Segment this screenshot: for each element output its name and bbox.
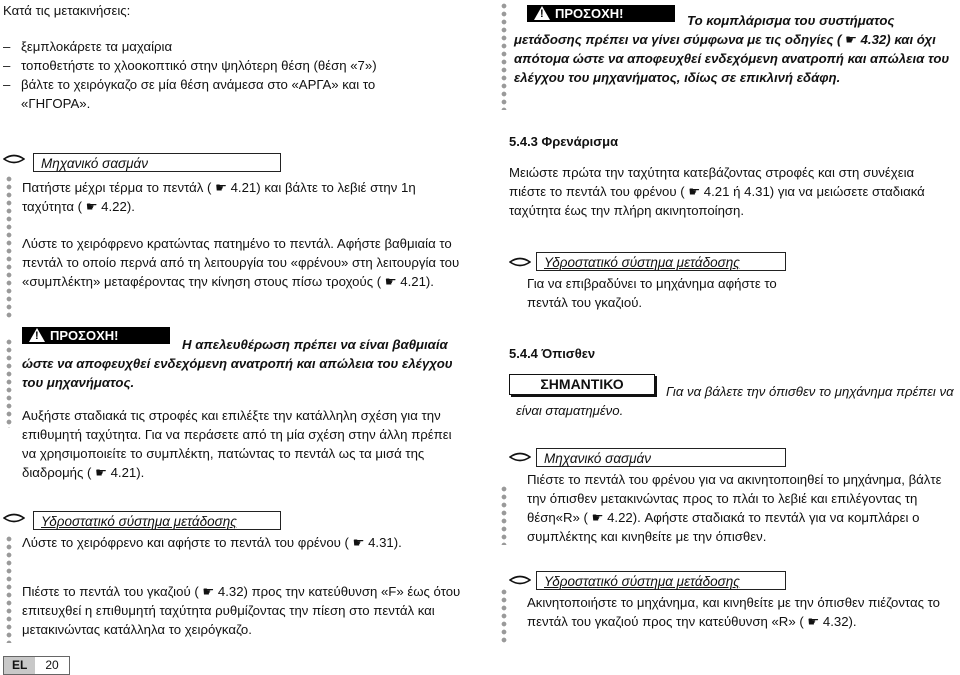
margin-dots <box>6 175 12 320</box>
hydrostatic-header <box>33 511 281 530</box>
hydrostatic-header <box>536 252 786 271</box>
section-5-4-3-title: 5.4.3 Φρενάρισμα <box>509 134 619 149</box>
important-text: Για να βάλετε την όπισθεν το μηχάνημα πρέπει να είναι σταματημένο. <box>516 384 954 418</box>
header-label: Μηχανικό σασμάν <box>544 451 651 466</box>
header-label: Υδροστατικό σύστημα μετάδοσης <box>41 514 237 529</box>
warning-badge: ! ΠΡΟΣΟΧΗ! <box>527 5 675 22</box>
mechanical-gearbox-header <box>33 153 281 172</box>
margin-dots <box>6 535 12 643</box>
margin-dots <box>501 485 507 545</box>
mech-paragraph-1: Πατήστε μέχρι τέρμα το πεντάλ ( ☛ 4.21) και βάλτε το λεβιέ στην 1η ταχύτητα ( ☛ 4.22). <box>22 180 416 214</box>
reverse-hydro-paragraph: Ακινητοποιήστε το μηχάνημα, και κινηθείτε με την όπισθεν πιέζοντας το πεντάλ του γκαζιού προς την κατεύθυνση «R» ( ☛ 4.32). <box>527 595 940 629</box>
reverse-mech-paragraph: Πιέστε το πεντάλ του φρένου για να ακινητοποιηθεί το μηχάνημα, βάλτε την όπισθεν μετακινώντας προς το πλάι το λεβιέ και επιλέγοντας τη θέση«R» ( ☛ 4.22). Αφήστε σταδιακά το πεντάλ για να κομπλάρει ο συμπλέκτης και κινηθείτε με την όπισθεν. <box>527 472 942 544</box>
arrow-icon <box>509 256 531 268</box>
mech-paragraph-3: Αυξήστε σταδιακά τις στροφές και επιλέξτε την κατάλληλη σχέση για την επιθυμητή ταχύτητα. Για να περάσετε από τη μία σχέση στην άλλη πρέπει να χρησιμοποιείτε το συμπλέκτη, πατώντας το πεντάλ ως τα μισά της διαδρομής ( ☛ 4.21). <box>22 408 452 480</box>
margin-dots <box>501 2 507 110</box>
arrow-icon <box>509 574 531 586</box>
arrow-icon <box>3 153 25 165</box>
mech-paragraph-2: Λύστε το χειρόφρενο κρατώντας πατημένο το πεντάλ. Αφήστε βαθμιαία το πεντάλ το οποίο περνά από τη λειτουργία του «φρένου» στη λειτουργία του «συμπλέκτη» μεταφέροντας την κίνηση στους πίσω τροχούς ( ☛ 4.21). <box>22 236 460 289</box>
warning-badge: ! ΠΡΟΣΟΧΗ! <box>22 327 170 344</box>
arrow-icon <box>3 512 25 524</box>
language-tag: EL <box>4 657 35 674</box>
header-label: Υδροστατικό σύστημα μετάδοσης <box>544 255 740 270</box>
warning-label: ΠΡΟΣΟΧΗ! <box>555 6 624 21</box>
arrow-icon <box>509 451 531 463</box>
page-footer <box>3 656 70 675</box>
warning-text: Η απελευθέρωση πρέπει να είναι βαθμιαία ώστε να αποφευχθεί ενδεχόμενη ανατροπή και απώλεια του ελέγχου του μηχανήματος. <box>22 337 453 390</box>
bullet-item: – βάλτε το χειρόγκαζο σε μία θέση ανάμεσα στο «ΑΡΓΑ» και το «ΓΗΓΟΡΑ». <box>3 75 443 113</box>
margin-dots <box>6 338 12 428</box>
hydro-decel-paragraph: Για να επιβραδύνει το μηχάνημα αφήστε το πεντάλ του γκαζιού. <box>527 276 777 310</box>
warning-label: ΠΡΟΣΟΧΗ! <box>50 328 119 343</box>
bullet-item: – ξεμπλοκάρετε τα μαχαίρια <box>3 37 443 56</box>
intro-title: Κατά τις μετακινήσεις: <box>3 3 131 18</box>
hydro-paragraph-2: Πιέστε το πεντάλ του γκαζιού ( ☛ 4.32) προς την κατεύθυνση «F» έως ότου επιτευχθεί η επιθυμητή ταχύτητα ρυθμίζοντας την πίεση στο πεντάλ και μετακινώντας κατάλληλα το χειρόγκαζο. <box>22 584 461 637</box>
header-label: Μηχανικό σασμάν <box>41 156 148 171</box>
transport-bullet-list <box>3 37 443 113</box>
hydrostatic-header <box>536 571 786 590</box>
braking-paragraph: Μειώστε πρώτα την ταχύτητα κατεβάζοντας στροφές και στη συνέχεια πιέστε το πεντάλ του φρένου ( ☛ 4.21 ή 4.31) για να μειώσετε σταδιακά ταχύτητα έως την πλήρη ακινητοποίηση. <box>509 165 925 218</box>
section-5-4-4-title: 5.4.4 Όπισθεν <box>509 346 596 361</box>
margin-dots <box>501 588 507 643</box>
mechanical-gearbox-header <box>536 448 786 467</box>
header-label: Υδροστατικό σύστημα μετάδοσης <box>544 574 740 589</box>
warning-text: Το κομπλάρισμα του συστήματος μετάδοσης πρέπει να γίνει σύμφωνα με τις οδηγίες ( ☛ 4.32) και όχι απότομα ώστε να αποφευχθεί ενδεχόμενη ανατροπή και απώλεια του ελέγχου του μηχανήματος, ιδίως σε επικλινή εδάφη. <box>514 13 950 85</box>
important-label: ΣΗΜΑΝΤΙΚΟ <box>540 376 624 392</box>
hydro-paragraph-1: Λύστε το χειρόφρενο και αφήστε το πεντάλ του φρένου ( ☛ 4.31). <box>22 535 402 550</box>
bullet-item: – τοποθετήστε το χλοοκοπτικό στην ψηλότερη θέση (θέση «7») <box>3 56 443 75</box>
page-number: 20 <box>45 658 59 672</box>
